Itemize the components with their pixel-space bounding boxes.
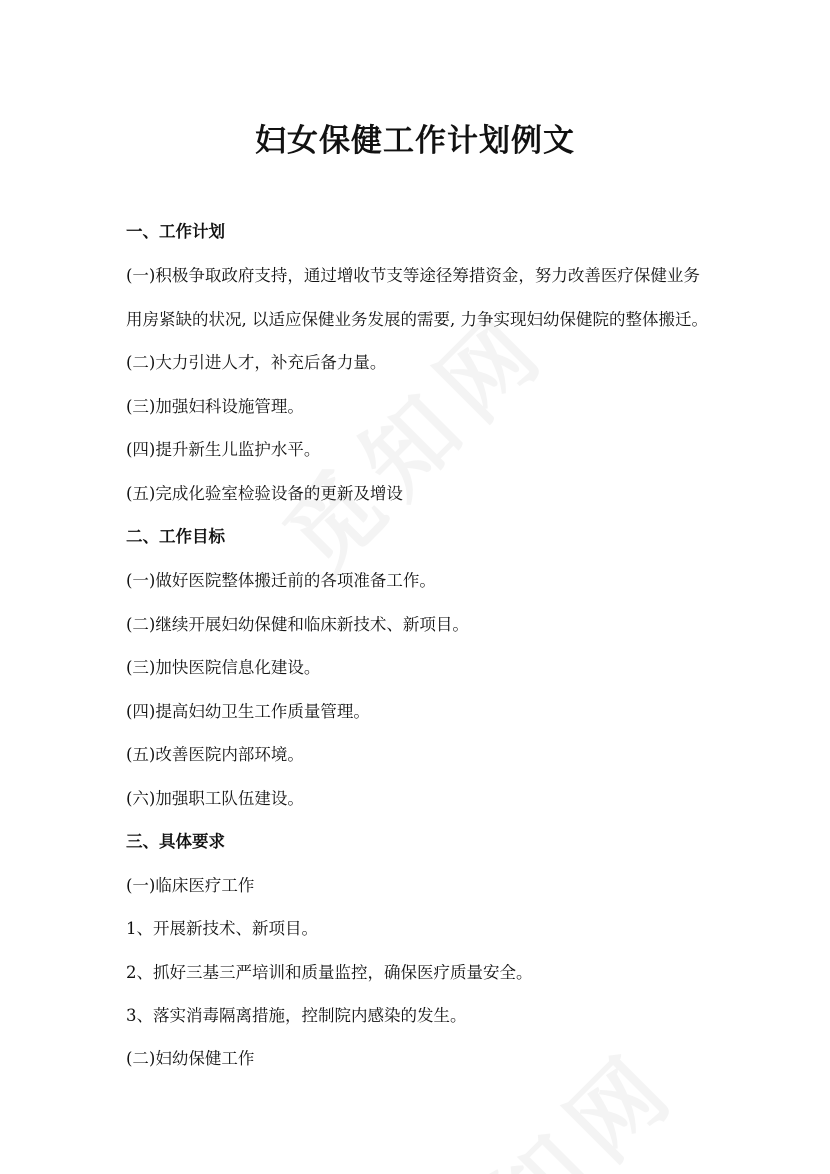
paragraph-line: (二)大力引进人才，补充后备力量。 [126, 353, 387, 372]
paragraph-line: (五)完成化验室检验设备的更新及增设 [126, 484, 403, 503]
paragraph-line: (一)临床医疗工作 [126, 876, 255, 895]
paragraph-line: 用房紧缺的状况, 以适应保健业务发展的需要, 力争实现妇幼保健院的整体搬迁。 [126, 310, 708, 329]
paragraph-line: (三)加强妇科设施管理。 [126, 397, 304, 416]
watermark [381, 1015, 703, 1174]
paragraph-line: (四)提升新生儿监护水平。 [126, 440, 321, 459]
paragraph-line: (一)积极争取政府支持，通过增收节支等途径筹措资金，努力改善医疗保健业务 [126, 266, 700, 285]
paragraph-line: 1、开展新技术、新项目。 [126, 919, 318, 938]
paragraph-line: (五)改善医院内部环境。 [126, 745, 304, 764]
paragraph-line: (二)继续开展妇幼保健和临床新技术、新项目。 [126, 615, 469, 634]
paragraph-line: 2、抓好三基三严培训和质量监控，确保医疗质量安全。 [126, 963, 533, 982]
paragraph-line: (六)加强职工队伍建设。 [126, 789, 304, 808]
paragraph-line: (一)做好医院整体搬迁前的各项准备工作。 [126, 571, 436, 590]
section-heading: 一、工作计划 [126, 222, 225, 241]
paragraph-line: 3、落实消毒隔离措施，控制院内感染的发生。 [126, 1006, 467, 1025]
page-title: 妇女保健工作计划例文 [255, 123, 575, 159]
section-heading: 二、工作目标 [126, 527, 225, 546]
paragraph-line: (四)提高妇幼卫生工作质量管理。 [126, 702, 370, 721]
paragraph-line: (三)加快医院信息化建设。 [126, 658, 321, 677]
section-heading: 三、具体要求 [126, 832, 225, 851]
paragraph-line: (二)妇幼保健工作 [126, 1049, 255, 1068]
